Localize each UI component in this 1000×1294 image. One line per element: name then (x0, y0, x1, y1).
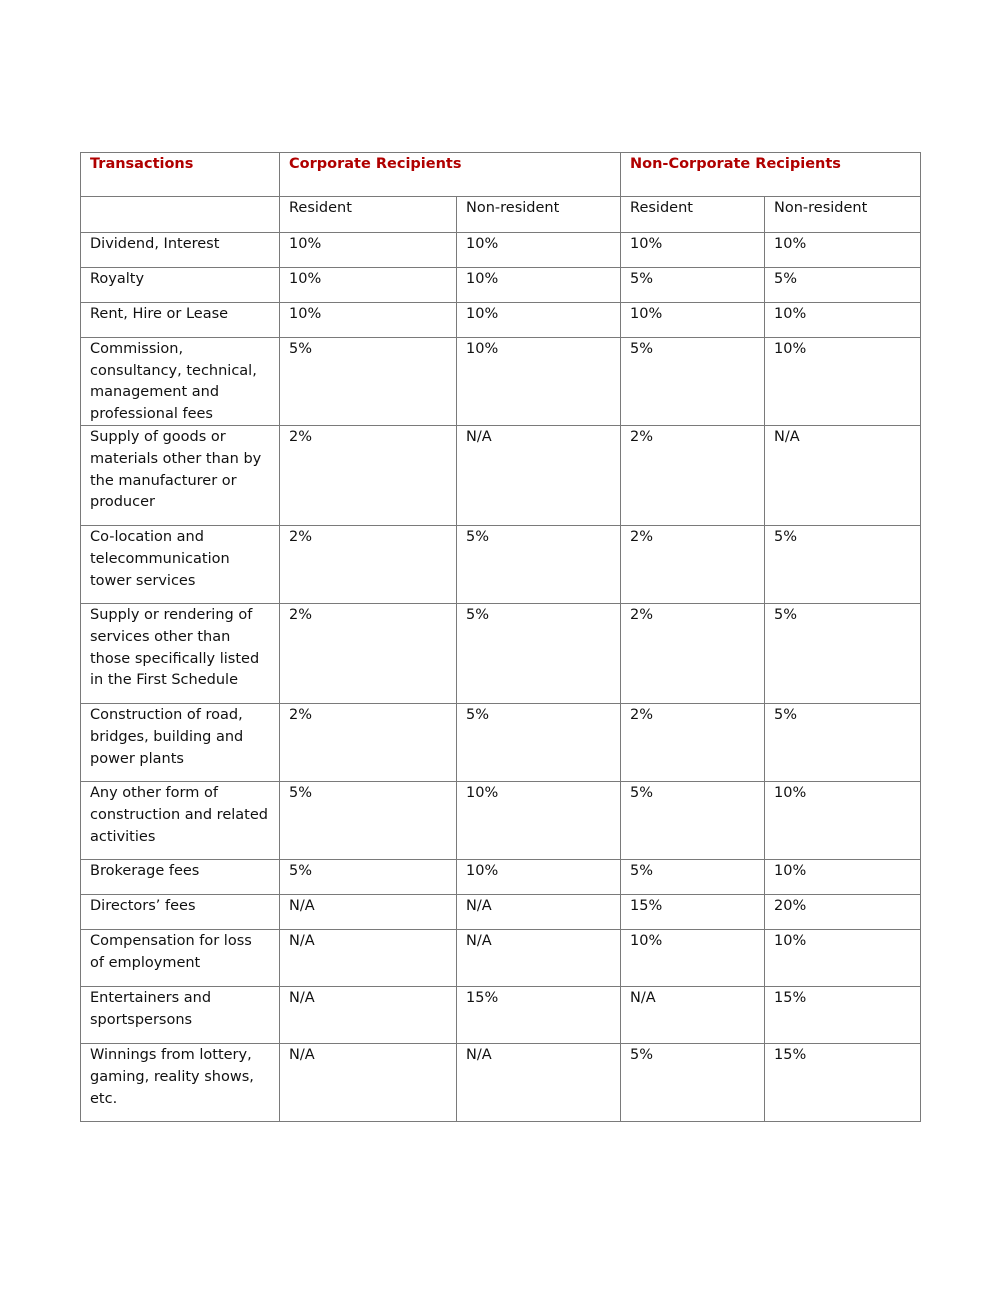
rate-cell: 10% (765, 338, 921, 426)
subheader-empty (81, 197, 280, 233)
table-row (81, 268, 921, 303)
rate-cell: 10% (280, 268, 457, 303)
rate-cell: 10% (765, 303, 921, 338)
rate-cell: N/A (457, 930, 621, 987)
rate-cell: 5% (621, 268, 765, 303)
rate-cell: 5% (765, 604, 921, 704)
table-row (81, 930, 921, 987)
rate-cell: 5% (457, 704, 621, 782)
table-row (81, 704, 921, 782)
rate-cell: 10% (457, 233, 621, 268)
rate-cell: 10% (765, 233, 921, 268)
rate-cell: 10% (765, 930, 921, 987)
rate-cell: N/A (457, 895, 621, 930)
rate-cell: N/A (280, 930, 457, 987)
rate-cell: N/A (280, 987, 457, 1044)
rate-cell: 5% (765, 268, 921, 303)
rate-cell: 5% (280, 338, 457, 426)
rate-cell: 15% (621, 895, 765, 930)
rate-cell: 2% (280, 604, 457, 704)
rate-cell: 5% (621, 338, 765, 426)
transaction-cell: Winnings from lottery, gaming, reality shows, etc. (81, 1044, 280, 1122)
rate-cell: 2% (280, 526, 457, 604)
rate-cell: 5% (621, 782, 765, 860)
header-corporate-recipients: Corporate Recipients (280, 153, 621, 197)
table-row (81, 604, 921, 704)
rate-cell: 15% (457, 987, 621, 1044)
rate-cell: 5% (280, 782, 457, 860)
rate-cell: 2% (280, 704, 457, 782)
table-row (81, 526, 921, 604)
subheader-corp-resident: Resident (280, 197, 457, 233)
rate-cell: 5% (621, 1044, 765, 1122)
rate-cell: N/A (280, 895, 457, 930)
subheader-noncorp-resident: Resident (621, 197, 765, 233)
transaction-cell: Co-location and telecommunication tower services (81, 526, 280, 604)
transaction-cell: Supply or rendering of services other than those specifically listed in the First Schedule (81, 604, 280, 704)
transaction-cell: Commission, consultancy, technical, management and professional fees (81, 338, 280, 426)
table-row (81, 233, 921, 268)
table-row (81, 987, 921, 1044)
transaction-cell: Any other form of construction and related activities (81, 782, 280, 860)
header-non-corporate-recipients: Non-Corporate Recipients (621, 153, 921, 197)
rate-cell: 10% (457, 268, 621, 303)
withholding-tax-table (80, 152, 921, 1122)
rate-cell: 5% (621, 860, 765, 895)
rate-cell: N/A (280, 1044, 457, 1122)
subheader-row (81, 197, 921, 233)
header-transactions: Transactions (81, 153, 280, 197)
rate-cell: 2% (280, 426, 457, 526)
transaction-cell: Supply of goods or materials other than by the manufacturer or producer (81, 426, 280, 526)
table-row (81, 303, 921, 338)
rate-cell: N/A (457, 426, 621, 526)
rate-cell: 10% (457, 782, 621, 860)
rate-cell: 10% (621, 930, 765, 987)
rate-cell: 5% (457, 604, 621, 704)
header-row (81, 153, 921, 197)
rate-cell: 15% (765, 987, 921, 1044)
rate-cell: 5% (280, 860, 457, 895)
transaction-cell: Construction of road, bridges, building and power plants (81, 704, 280, 782)
rate-cell: 2% (621, 426, 765, 526)
rate-cell: 5% (765, 704, 921, 782)
rate-cell: 10% (457, 860, 621, 895)
table-row (81, 1044, 921, 1122)
rate-cell: N/A (621, 987, 765, 1044)
table-row (81, 895, 921, 930)
transaction-cell: Royalty (81, 268, 280, 303)
rate-cell: 10% (457, 303, 621, 338)
rate-cell: 10% (280, 303, 457, 338)
transaction-cell: Dividend, Interest (81, 233, 280, 268)
rate-cell: 20% (765, 895, 921, 930)
rate-cell: 2% (621, 526, 765, 604)
rate-cell: N/A (765, 426, 921, 526)
rate-cell: 10% (765, 860, 921, 895)
rate-cell: 15% (765, 1044, 921, 1122)
transaction-cell: Entertainers and sportspersons (81, 987, 280, 1044)
rate-cell: 10% (280, 233, 457, 268)
rate-cell: N/A (457, 1044, 621, 1122)
table-row (81, 338, 921, 426)
subheader-noncorp-non-resident: Non-resident (765, 197, 921, 233)
rate-cell: 10% (621, 303, 765, 338)
transaction-cell: Brokerage fees (81, 860, 280, 895)
rate-cell: 10% (457, 338, 621, 426)
table-row (81, 860, 921, 895)
subheader-corp-non-resident: Non-resident (457, 197, 621, 233)
rate-cell: 5% (765, 526, 921, 604)
rate-cell: 2% (621, 604, 765, 704)
rate-cell: 10% (621, 233, 765, 268)
rate-cell: 2% (621, 704, 765, 782)
table-row (81, 782, 921, 860)
transaction-cell: Compensation for loss of employment (81, 930, 280, 987)
rate-cell: 5% (457, 526, 621, 604)
transaction-cell: Rent, Hire or Lease (81, 303, 280, 338)
table-row (81, 426, 921, 526)
rate-cell: 10% (765, 782, 921, 860)
transaction-cell: Directors’ fees (81, 895, 280, 930)
